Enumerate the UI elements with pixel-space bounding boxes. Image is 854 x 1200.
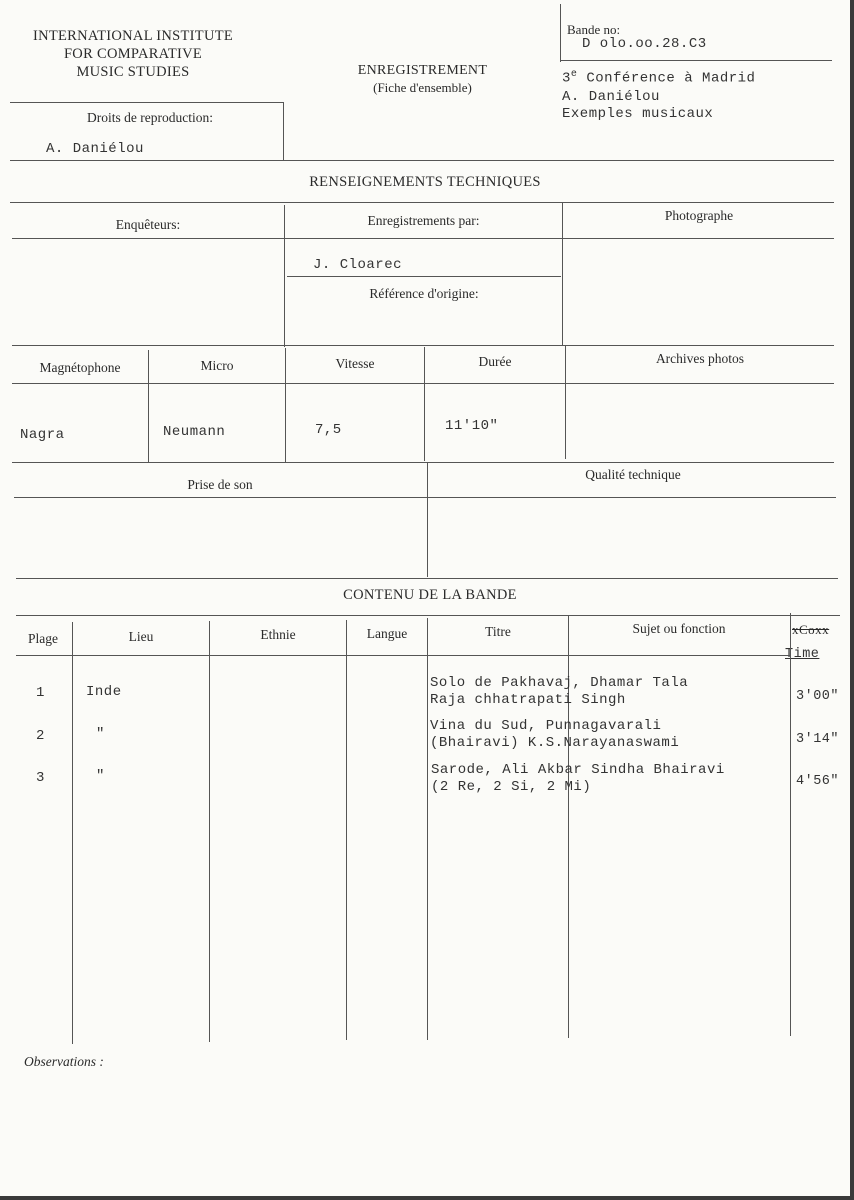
enregistrements-value: J. Cloarec: [313, 257, 403, 273]
notes-line-1: [562, 69, 755, 87]
technique-title: RENSEIGNEMENTS TECHNIQUES: [309, 174, 541, 190]
bande-box-divider: [560, 4, 561, 62]
form-title-block: [330, 63, 515, 96]
notes-line-3: Exemples musicaux: [562, 106, 714, 122]
row-3-time: 4'56": [796, 774, 840, 789]
photographe-label: Photographe: [664, 208, 734, 223]
enregistrements-label: Enregistrements par:: [367, 213, 480, 228]
prise-label-rule: [14, 497, 836, 498]
form-subtitle: (Fiche d'ensemble): [373, 80, 472, 95]
row-2-titre-line-1: Vina du Sud, Punnagavarali: [430, 718, 662, 734]
bande-value: D olo.oo.28.C3: [582, 36, 707, 52]
col-header-titre: Titre: [485, 624, 511, 639]
contenu-title-rule: [16, 615, 840, 616]
row-1-lieu: Inde: [86, 684, 122, 700]
col-divider-3: [346, 620, 347, 1040]
col-divider-1: [72, 622, 73, 1044]
row-2-titre: [430, 718, 679, 752]
institute-name: [4, 27, 262, 81]
enqueteurs-label: Enquêteurs:: [115, 217, 181, 232]
equip-divider-2: [285, 348, 286, 462]
header-bottom-rule: [10, 160, 834, 161]
col-header-time: Time: [785, 647, 820, 662]
row-2-plage: 2: [36, 728, 45, 744]
qualite-label: Qualité technique: [585, 467, 681, 482]
vitesse-label: Vitesse: [335, 356, 375, 371]
observations-label: Observations :: [24, 1054, 104, 1069]
col-divider-6: [790, 613, 791, 1036]
row-3-plage: 3: [36, 770, 45, 786]
row-3-titre-line-1: Sarode, Ali Akbar Sindha Bhairavi: [431, 762, 725, 778]
col-header-lieu: Lieu: [128, 629, 154, 644]
row-3-titre: [431, 762, 725, 796]
row-1-titre: [430, 675, 688, 709]
droits-label: Droits de reproduction:: [87, 110, 213, 125]
magnetophone-value: Nagra: [20, 427, 65, 443]
equip-divider-4: [565, 345, 566, 459]
institute-line-3: MUSIC STUDIES: [76, 64, 190, 80]
contenu-title: CONTENU DE LA BANDE: [343, 587, 517, 603]
row-1-titre-line-2: Raja chhatrapati Singh: [430, 692, 626, 708]
reference-label: Référence d'origine:: [369, 286, 479, 301]
prise-divider: [427, 462, 428, 577]
notes-ordinal-mark: e: [570, 69, 578, 80]
institute-line-1: INTERNATIONAL INSTITUTE: [32, 28, 234, 44]
notes-line-2: A. Daniélou: [562, 89, 660, 105]
vitesse-value: 7,5: [315, 422, 342, 438]
technique-title-rule: [10, 202, 834, 203]
droits-box-right: [283, 102, 284, 160]
col-divider-4: [427, 618, 428, 1040]
archives-label: Archives photos: [655, 351, 745, 366]
tech-label-rule: [12, 238, 834, 239]
reference-rule: [287, 276, 561, 277]
row-3-lieu: ": [96, 768, 105, 784]
tech-divider-2: [562, 202, 563, 345]
row-1-plage: 1: [36, 685, 45, 701]
magnetophone-label: Magnétophone: [39, 360, 121, 375]
equipment-label-rule: [12, 383, 834, 384]
col-header-struck: xCoxx: [792, 622, 830, 637]
duree-label: Durée: [478, 354, 512, 369]
row-1-titre-line-1: Solo de Pakhavaj, Dhamar Tala: [430, 675, 689, 691]
notes-ordinal: 3: [562, 70, 571, 87]
institute-line-2: FOR COMPARATIVE: [63, 46, 203, 62]
prise-label: Prise de son: [187, 477, 253, 492]
notes-conference: Conférence à Madrid: [577, 70, 756, 87]
prise-top-rule: [12, 462, 834, 463]
row-2-lieu: ": [96, 726, 105, 742]
col-header-rule: [16, 655, 791, 656]
row-1-time: 3'00": [796, 689, 840, 704]
micro-value: Neumann: [163, 424, 226, 440]
row-2-time: 3'14": [796, 732, 840, 747]
bande-label: Bande no:: [567, 22, 621, 37]
col-header-langue: Langue: [366, 626, 408, 641]
droits-box-top: [10, 102, 283, 103]
equip-divider-3: [424, 347, 425, 461]
equip-divider-1: [148, 350, 149, 463]
equipment-top-rule: [12, 345, 834, 346]
duree-value: 11'10": [445, 418, 499, 434]
form-title: ENREGISTREMENT: [357, 63, 488, 78]
bande-box-bottom: [560, 60, 832, 61]
col-header-plage: Plage: [28, 631, 58, 646]
row-3-titre-line-2: (2 Re, 2 Si, 2 Mi): [431, 779, 592, 795]
micro-label: Micro: [200, 358, 234, 373]
col-header-ethnie: Ethnie: [260, 627, 296, 642]
col-divider-2: [209, 621, 210, 1042]
prise-bottom-rule: [16, 578, 838, 579]
row-2-titre-line-2: (Bhairavi) K.S.Narayanaswami: [430, 735, 680, 751]
droits-value: A. Daniélou: [46, 141, 144, 157]
col-header-sujet: Sujet ou fonction: [632, 621, 726, 636]
tech-divider-1: [284, 205, 285, 347]
